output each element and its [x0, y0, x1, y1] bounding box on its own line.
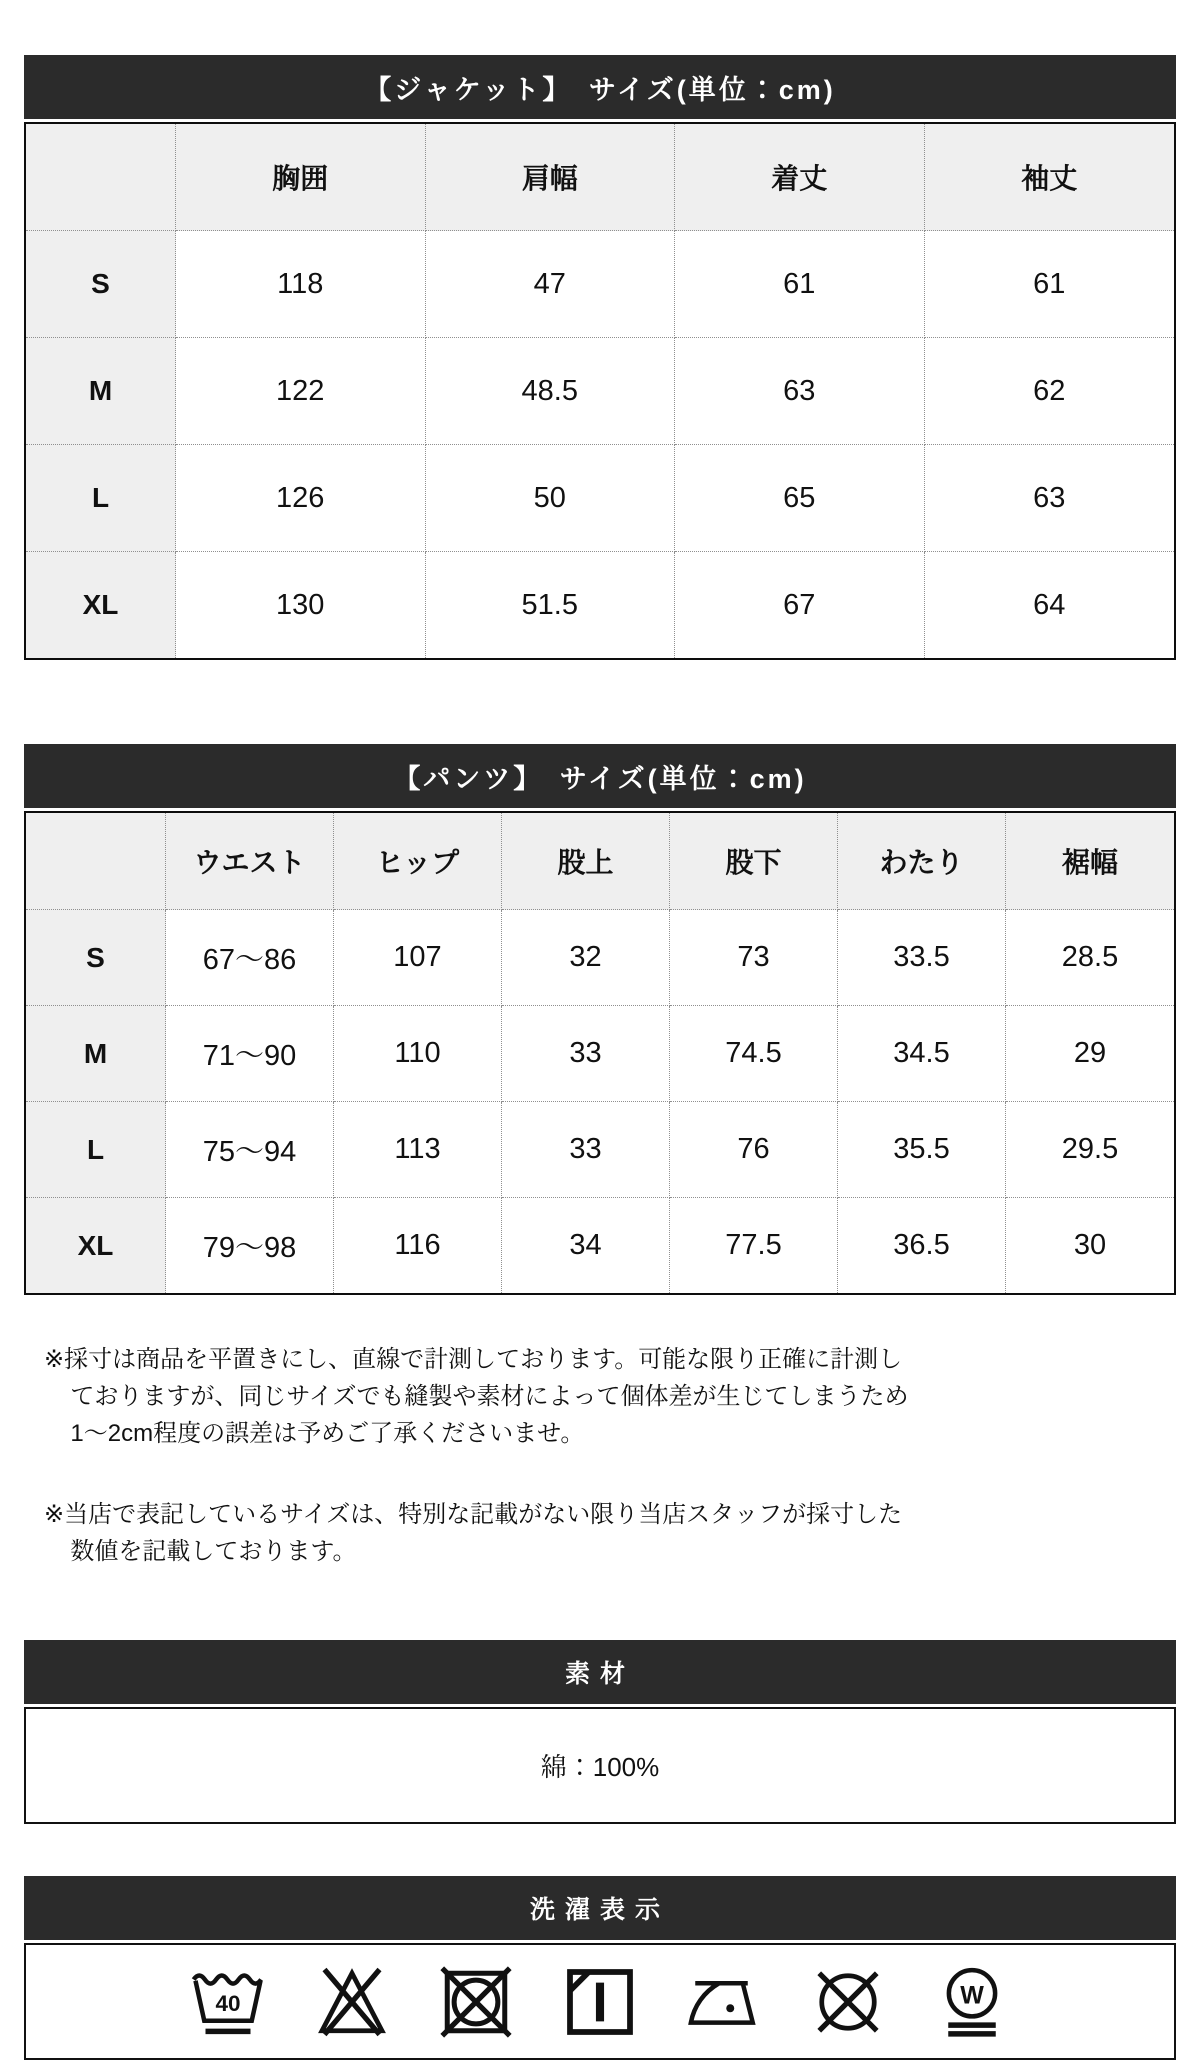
table-cell: 50 — [426, 445, 676, 552]
table-cell: 33 — [502, 1102, 670, 1198]
table-cell: 76 — [670, 1102, 838, 1198]
column-header: 裾幅 — [1006, 813, 1174, 910]
column-header: 肩幅 — [426, 124, 676, 231]
table-cell: 71〜90 — [166, 1006, 334, 1102]
column-header: 股下 — [670, 813, 838, 910]
material-section-title: 素材 — [24, 1640, 1176, 1704]
do-not-dry-clean-icon — [808, 1962, 888, 2042]
column-header: ヒップ — [334, 813, 502, 910]
table-cell: 35.5 — [838, 1102, 1006, 1198]
jacket-size-table — [24, 122, 1176, 660]
pants-size-table — [24, 811, 1176, 1295]
table-cell: 118 — [176, 231, 426, 338]
table-cell: 67〜86 — [166, 910, 334, 1006]
material-value-box — [24, 1707, 1176, 1824]
measurement-notes — [24, 1341, 1176, 1570]
iron-low-heat-icon — [684, 1962, 764, 2042]
note-staff-measured: ※当店で表記しているサイズは、特別な記載がない限り当店スタッフが採寸した 数値を記載しております。 — [44, 1501, 903, 1565]
pants-size-section — [24, 744, 1176, 1295]
material-value: 綿：100% — [540, 1752, 660, 1782]
table-cell: 30 — [1006, 1198, 1174, 1293]
do-not-bleach-icon — [312, 1962, 392, 2042]
table-cell: 32 — [502, 910, 670, 1006]
table-cell: 113 — [334, 1102, 502, 1198]
column-header: 股上 — [502, 813, 670, 910]
table-cell: 107 — [334, 910, 502, 1006]
wet-clean-gentle-icon — [932, 1962, 1012, 2042]
table-corner-cell — [26, 124, 176, 231]
row-label: S — [26, 910, 166, 1006]
column-header: 着丈 — [675, 124, 925, 231]
table-cell: 110 — [334, 1006, 502, 1102]
table-cell: 51.5 — [426, 552, 676, 658]
note-measurement-accuracy: ※採寸は商品を平置きにし、直線で計測しております。可能な限り正確に計測し ておりますが、同じサイズでも縫製や素材によって個体差が生じてしまうため 1〜2cm程度の誤差は予めご了承くださいませ。 — [44, 1346, 909, 1447]
column-header: 胸囲 — [176, 124, 426, 231]
table-cell: 61 — [925, 231, 1175, 338]
material-section — [24, 1640, 1176, 1824]
table-cell: 29 — [1006, 1006, 1174, 1102]
table-cell: 126 — [176, 445, 426, 552]
table-cell: 61 — [675, 231, 925, 338]
pants-section-title: 【パンツ】 サイズ(単位：cm) — [24, 744, 1176, 808]
table-cell: 63 — [925, 445, 1175, 552]
table-cell: 73 — [670, 910, 838, 1006]
wash-40-gentle-icon — [188, 1962, 268, 2042]
svg-text:40: 40 — [215, 1990, 241, 2016]
row-label: XL — [26, 1198, 166, 1293]
table-cell: 34 — [502, 1198, 670, 1293]
laundry-section — [24, 1876, 1176, 2060]
column-header: ウエスト — [166, 813, 334, 910]
table-cell: 63 — [675, 338, 925, 445]
table-cell: 77.5 — [670, 1198, 838, 1293]
jacket-size-section — [24, 55, 1176, 660]
jacket-section-title: 【ジャケット】 サイズ(単位：cm) — [24, 55, 1176, 119]
row-label: XL — [26, 552, 176, 658]
table-cell: 33.5 — [838, 910, 1006, 1006]
table-cell: 64 — [925, 552, 1175, 658]
column-header: 袖丈 — [925, 124, 1175, 231]
table-cell: 48.5 — [426, 338, 676, 445]
table-cell: 79〜98 — [166, 1198, 334, 1293]
table-cell: 67 — [675, 552, 925, 658]
row-label: S — [26, 231, 176, 338]
laundry-icons-box — [24, 1943, 1176, 2060]
table-cell: 33 — [502, 1006, 670, 1102]
table-corner-cell — [26, 813, 166, 910]
table-cell: 122 — [176, 338, 426, 445]
table-cell: 28.5 — [1006, 910, 1174, 1006]
table-cell: 116 — [334, 1198, 502, 1293]
table-cell: 36.5 — [838, 1198, 1006, 1293]
table-cell: 65 — [675, 445, 925, 552]
do-not-tumble-dry-icon — [436, 1962, 516, 2042]
laundry-section-title: 洗濯表示 — [24, 1876, 1176, 1940]
table-cell: 74.5 — [670, 1006, 838, 1102]
column-header: わたり — [838, 813, 1006, 910]
row-label: M — [26, 338, 176, 445]
table-cell: 75〜94 — [166, 1102, 334, 1198]
table-cell: 29.5 — [1006, 1102, 1174, 1198]
line-dry-in-shade-icon — [560, 1962, 640, 2042]
row-label: L — [26, 1102, 166, 1198]
table-cell: 47 — [426, 231, 676, 338]
row-label: M — [26, 1006, 166, 1102]
row-label: L — [26, 445, 176, 552]
table-cell: 62 — [925, 338, 1175, 445]
table-cell: 34.5 — [838, 1006, 1006, 1102]
svg-text:W: W — [960, 1980, 984, 2009]
table-cell: 130 — [176, 552, 426, 658]
